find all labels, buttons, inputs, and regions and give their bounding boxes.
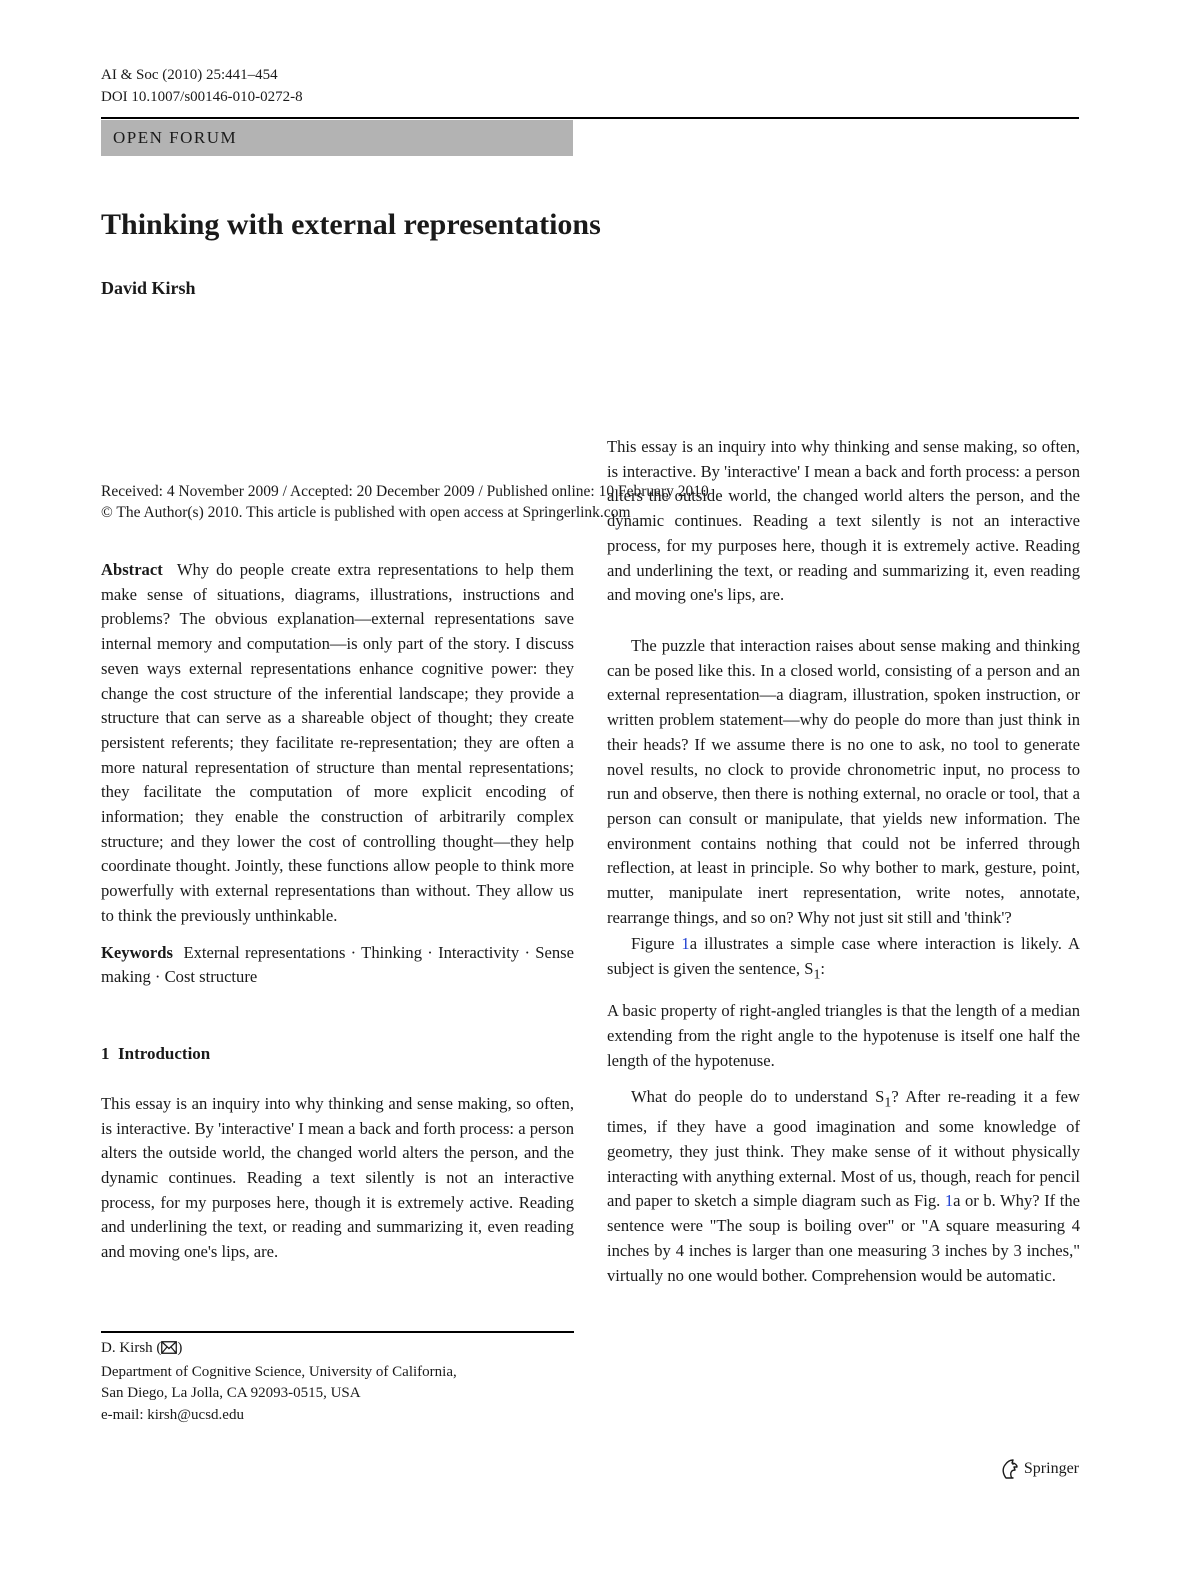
abstract	[101, 558, 574, 929]
figure-paragraph-end: :	[820, 959, 825, 979]
copyright-line: © The Author(s) 2010. This article is published with open access at Springerlink.com	[101, 504, 631, 521]
journal-citation: AI & Soc (2010) 25:441–454	[101, 67, 278, 83]
section-title: Introduction	[118, 1043, 211, 1063]
affiliation-name: D. Kirsh (	[101, 1340, 162, 1356]
puzzle-paragraph: The puzzle that interaction raises about sense making and thinking can be posed like this. In a closed world, consisting of a person and an external representation—a diagram, illustration, spoken instruction, or written problem statement—why do people do more than just think in their heads? If we assume there is no one to ask, no tool to generate novel results, no clock to provide chronometric input, no process to run and observe, then there is nothing external, no oracle or tool, that a person can consult or manipulate, that yields new information. The environment contains nothing that could not be inferred through reflection, at least in principle. So why bother to mark, gesture, point, mutter, manipulate inert representation, write notes, annotate, rearrange things, and so on? Why not just sit still and 'think'?	[607, 636, 1080, 927]
affiliation-rule	[101, 1331, 574, 1333]
doi: DOI 10.1007/s00146-010-0272-8	[101, 89, 303, 105]
affiliation-name-end: )	[177, 1340, 183, 1356]
subscript: 1	[813, 966, 821, 982]
article-title: Thinking with external representations	[101, 208, 601, 241]
figure-link[interactable]: 1	[944, 1191, 954, 1211]
left-column	[101, 558, 574, 1262]
quoted-sentence: A basic property of right-angled triangles is that the length of a median extending from the right angle to the hypotenuse is itself one half the length of the hypotenuse.	[607, 1001, 1080, 1070]
affiliation-dept: Department of Cognitive Science, University of California,	[101, 1363, 457, 1380]
keywords	[101, 941, 574, 990]
final-paragraph-text-b: ? After re-reading it a few times, if they have a good imagination and some knowledge of geometry, they just think. They make sense of it without physically interacting with anything external. Most of us, though, reach for pencil and paper to sketch a simple diagram such as Fig.	[607, 1087, 1080, 1211]
affiliation-email[interactable]: e-mail: kirsh@ucsd.edu	[101, 1406, 244, 1423]
final-paragraph-text-c: a or b. Why? If the sentence were "The soup is boiling over" or "A square measuring 4 inches by 4 inches is larger than one measuring 3 inches by 3 inches," virtually no one would bother. Comprehension would be automatic.	[607, 1191, 1080, 1285]
envelope-icon	[161, 1340, 177, 1362]
affiliation-name-line	[101, 1338, 457, 1362]
keywords-label: Keywords	[101, 942, 173, 962]
keywords-text: External representations · Thinking · Interactivity · Sense making · Cost structure	[101, 942, 574, 987]
figure-paragraph-text: a illustrates a simple case where interaction is likely. A subject is given the sentence, S	[607, 934, 1080, 979]
intro-paragraph-tail: This essay is an inquiry into why thinking and sense making, so often, is interactive. By 'interactive' I mean a back and forth process: a person alters the outside world, the changed world alters the person, and the dynamic continues. Reading a text silently is not an interactive process, for my purposes here, though it is extremely active. Reading and underlining the text, or reading and summarizing it, even reading and moving one's lips, are.	[607, 437, 1080, 605]
abstract-text: Why do people create extra representations to help them make sense of situations, diagrams, illustrations, instructions and problems? The obvious explanation—external representations save internal memory and computation—is only part of the story. I discuss seven ways external representations enhance cognitive power: they change the cost structure of the inferential landscape; they provide a structure that can serve as a shareable object of thought; they create persistent referents; they facilitate re-representation; they are often a more natural representation of structure than mental representations; they facilitate the computation of more explicit encoding of information; they enable the construction of arbitrarily complex structure; and they lower the cost of controlling thought—they help coordinate thought. Jointly, these functions allow people to think more powerfully with external representations than without. They allow us to think the previously unthinkable.	[101, 560, 574, 925]
figure-link[interactable]: 1	[681, 934, 690, 954]
publisher-name: Springer	[1023, 1460, 1079, 1477]
right-column	[607, 437, 1080, 1288]
publisher-logo	[1000, 1458, 1079, 1480]
publication-dates: Received: 4 November 2009 / Accepted: 20 December 2009 / Published online: 10 February 2010	[101, 483, 709, 500]
journal-reference	[101, 64, 303, 108]
intro-paragraph: This essay is an inquiry into why thinking and sense making, so often, is interactive. By 'interactive' I mean a back and forth process: a person alters the outside world, the changed world alters the person, and the dynamic continues. Reading a text silently is not an interactive process, for my purposes here, though it is extremely active. Reading and underlining the text, or reading and summarizing it, even reading and moving one's lips, are.	[101, 1093, 574, 1262]
header-rule	[101, 117, 1079, 119]
affiliation	[101, 1338, 457, 1426]
final-paragraph	[607, 1085, 1080, 1288]
author-name: David Kirsh	[101, 278, 196, 298]
subscript: 1	[884, 1094, 892, 1110]
section-number: 1	[101, 1043, 110, 1063]
section-heading	[101, 1042, 574, 1066]
figure-word: Figure	[631, 934, 675, 954]
final-paragraph-text-a: What do people do to understand S	[631, 1087, 885, 1107]
section-label-bar: OPEN FORUM	[101, 120, 573, 156]
abstract-label: Abstract	[101, 560, 163, 579]
springer-horse-icon	[1000, 1458, 1020, 1480]
intro-paragraph-continued	[607, 437, 1080, 632]
affiliation-address: San Diego, La Jolla, CA 92093-0515, USA	[101, 1385, 361, 1401]
figure-paragraph	[607, 932, 1080, 987]
